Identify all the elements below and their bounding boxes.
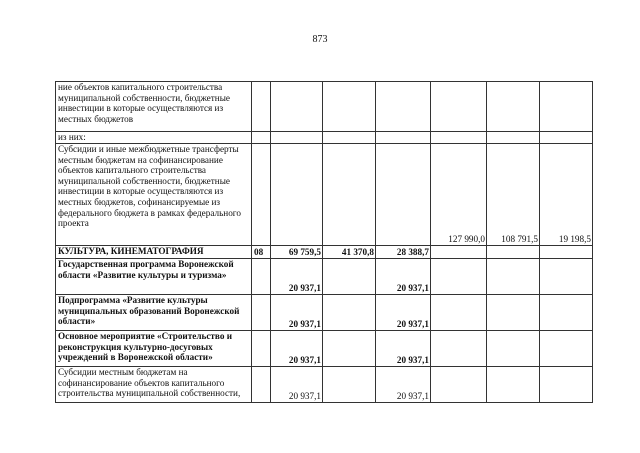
row-amount-cell-c3: 20 937,1 — [376, 295, 431, 331]
row-amount-cell-c2 — [323, 259, 376, 295]
row-code-cell — [252, 82, 271, 132]
row-amount-cell-c4 — [431, 132, 487, 144]
row-amount-cell-c3: 28 388,7 — [376, 246, 431, 259]
row-amount-cell-c5 — [487, 295, 540, 331]
row-code-cell — [252, 295, 271, 331]
row-code-cell — [252, 367, 271, 403]
row-amount-cell-c6 — [540, 246, 593, 259]
table-row — [56, 132, 593, 144]
row-code-cell: 08 — [252, 246, 271, 259]
row-description-cell: Основное мероприятие «Строительство и реконструкция культурно-досуговых учреждений в Воронежской области» — [56, 331, 252, 367]
row-description-cell: КУЛЬТУРА, КИНЕМАТОГРАФИЯ — [56, 246, 252, 259]
row-code-cell — [252, 259, 271, 295]
row-code-cell — [252, 331, 271, 367]
row-amount-cell-c1 — [271, 82, 323, 132]
row-amount-cell-c5 — [487, 132, 540, 144]
row-code-cell — [252, 132, 271, 144]
table-row — [56, 295, 593, 331]
row-amount-cell-c3: 20 937,1 — [376, 331, 431, 367]
row-amount-cell-c5 — [487, 367, 540, 403]
row-amount-cell-c2 — [323, 295, 376, 331]
row-amount-cell-c4 — [431, 246, 487, 259]
row-amount-cell-c5 — [487, 331, 540, 367]
row-amount-cell-c5 — [487, 82, 540, 132]
row-amount-cell-c1 — [271, 132, 323, 144]
row-amount-cell-c2: 41 370,8 — [323, 246, 376, 259]
table-row — [56, 367, 593, 403]
row-amount-cell-c6 — [540, 367, 593, 403]
table-row — [56, 82, 593, 132]
row-amount-cell-c1: 20 937,1 — [271, 259, 323, 295]
row-amount-cell-c6 — [540, 259, 593, 295]
page-number: 873 — [312, 34, 328, 45]
row-description-cell: ние объектов капитального строительства муниципальной собственности, бюджетные инвестиции в которые осуществляются из местных бюджетов — [56, 82, 252, 132]
row-amount-cell-c6 — [540, 82, 593, 132]
row-description-cell: Подпрограмма «Развитие культуры муниципальных образований Воронежской области» — [56, 295, 252, 331]
row-amount-cell-c1: 20 937,1 — [271, 295, 323, 331]
row-amount-cell-c4 — [431, 331, 487, 367]
row-amount-cell-c2 — [323, 82, 376, 132]
row-amount-cell-c2 — [323, 132, 376, 144]
table-row — [56, 144, 593, 246]
row-amount-cell-c5: 108 791,5 — [487, 144, 540, 246]
row-amount-cell-c3 — [376, 82, 431, 132]
row-amount-cell-c2 — [323, 144, 376, 246]
row-amount-cell-c2 — [323, 331, 376, 367]
row-amount-cell-c6 — [540, 295, 593, 331]
row-amount-cell-c2 — [323, 367, 376, 403]
budget-table — [55, 81, 593, 403]
row-amount-cell-c3: 20 937,1 — [376, 259, 431, 295]
row-amount-cell-c3 — [376, 132, 431, 144]
row-amount-cell-c1: 20 937,1 — [271, 331, 323, 367]
row-amount-cell-c3: 20 937,1 — [376, 367, 431, 403]
row-amount-cell-c6: 19 198,5 — [540, 144, 593, 246]
table-row — [56, 246, 593, 259]
table-row — [56, 259, 593, 295]
row-amount-cell-c4 — [431, 295, 487, 331]
row-amount-cell-c3 — [376, 144, 431, 246]
row-amount-cell-c5 — [487, 246, 540, 259]
row-description-cell: Субсидии и иные межбюджетные трансферты местным бюджетам на софинансирование объектов капитального строительства муниципальной собственности, бюджетные инвестиции в которые осуществляются из местных бюджетов, софинансируемые из федерального бюджета в рамках федерального проекта — [56, 144, 252, 246]
row-description-cell: Государственная программа Воронежской области «Развитие культуры и туризма» — [56, 259, 252, 295]
row-amount-cell-c1 — [271, 144, 323, 246]
row-amount-cell-c4 — [431, 82, 487, 132]
row-amount-cell-c5 — [487, 259, 540, 295]
row-amount-cell-c6 — [540, 132, 593, 144]
row-description-cell: из них: — [56, 132, 252, 144]
row-amount-cell-c6 — [540, 331, 593, 367]
row-amount-cell-c1: 69 759,5 — [271, 246, 323, 259]
table-row — [56, 331, 593, 367]
row-amount-cell-c4 — [431, 259, 487, 295]
row-code-cell — [252, 144, 271, 246]
row-amount-cell-c4: 127 990,0 — [431, 144, 487, 246]
row-description-cell: Субсидии местным бюджетам на софинансирование объектов капитального строительства муниципальной собственности, — [56, 367, 252, 403]
row-amount-cell-c4 — [431, 367, 487, 403]
row-amount-cell-c1: 20 937,1 — [271, 367, 323, 403]
